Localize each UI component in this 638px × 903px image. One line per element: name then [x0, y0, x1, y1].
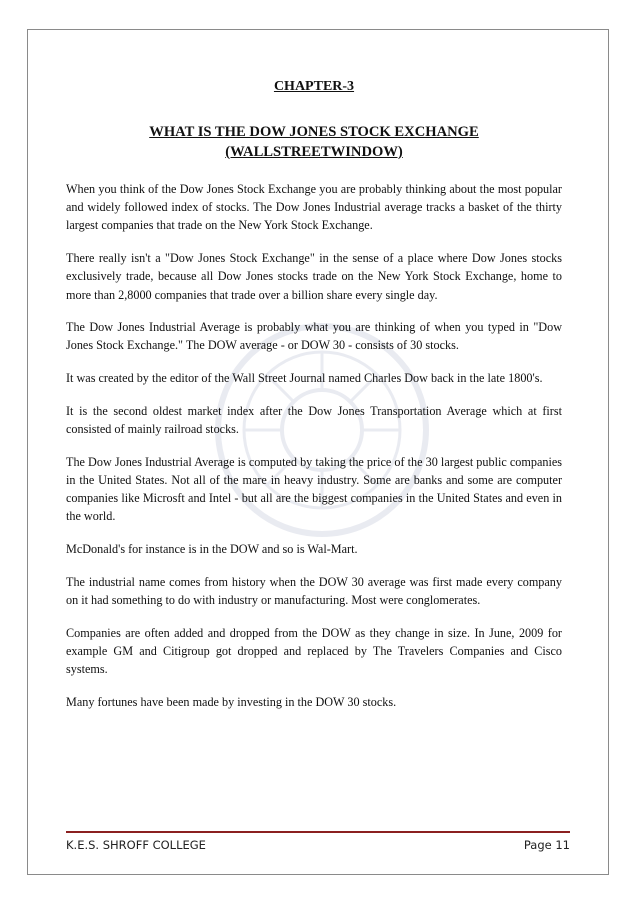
footer-college-name: K.E.S. SHROFF COLLEGE	[66, 838, 206, 852]
chapter-title-line1: WHAT IS THE DOW JONES STOCK EXCHANGE	[149, 124, 479, 140]
paragraph: The Dow Jones Industrial Average is computed by taking the price of the 30 largest public companies in the United States. Not all of the mare in heavy industry. Some are banks and some are computer companies like Microsft and Intel - but all are the biggest companies in the United States and even in the world.	[66, 454, 562, 524]
paragraph: Many fortunes have been made by investing in the DOW 30 stocks.	[66, 694, 397, 709]
chapter-title-line2: (WALLSTREETWINDOW)	[225, 144, 403, 160]
paragraph: It was created by the editor of the Wall Street Journal named Charles Dow back in the late 1800's.	[66, 371, 543, 386]
paragraph: It is the second oldest market index after the Dow Jones Transportation Average which at first consisted of mainly railroad stocks.	[66, 403, 562, 437]
page-content	[66, 78, 562, 725]
paragraph: Companies are often added and dropped from the DOW as they change in size. In June, 2009 for example GM and Citigroup got dropped and replaced by The Travelers Companies and Cisco systems.	[66, 625, 562, 677]
paragraph: When you think of the Dow Jones Stock Exchange you are probably thinking about the most popular and widely followed index of stocks. The Dow Jones Industrial average tracks a basket of the thirty largest companies that trade on the New York Stock Exchange.	[66, 182, 562, 233]
paragraph: The Dow Jones Industrial Average is probably what you are thinking of when you typed in "Dow Jones Stock Exchange." The DOW average - or DOW 30 - consists of 30 stocks.	[66, 320, 562, 353]
chapter-heading: CHAPTER-3	[273, 79, 355, 94]
paragraph: The industrial name comes from history when the DOW 30 average was first made every company on it had something to do with industry or manufacturing. Most were conglomerates.	[66, 574, 562, 607]
chapter-title	[66, 122, 562, 162]
footer-page-number: Page 11	[523, 838, 570, 852]
footer-rule	[66, 831, 570, 833]
paragraph: There really isn't a "Dow Jones Stock Exchange" in the sense of a place where Dow Jones stocks exclusively trade, because all Dow Jones stocks trade on the New York Stock Exchange, home to more than 2,8000 companies that trade over a billion share every single day.	[66, 251, 562, 302]
paragraph: McDonald's for instance is in the DOW and so is Wal-Mart.	[66, 542, 358, 557]
